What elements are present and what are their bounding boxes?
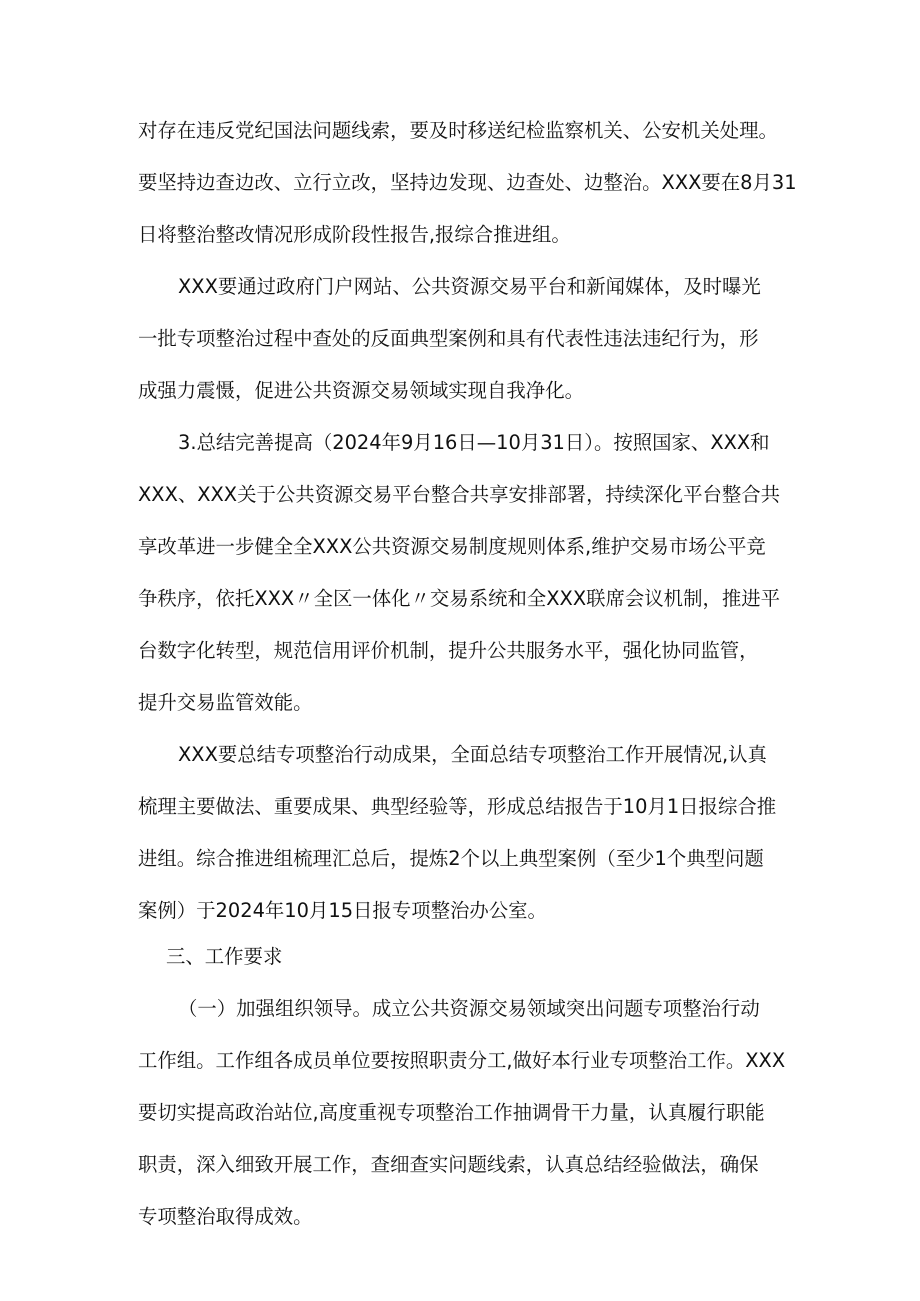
paragraph-first-line: XXX要总结专项整治行动成果，全面总结专项整治工作开展情况,认真 bbox=[178, 743, 767, 766]
text-line: 日将整治整改情况形成阶段性报告,报综合推进组。 bbox=[138, 223, 571, 246]
text-line: 专项整治取得成效。 bbox=[138, 1205, 313, 1228]
text-line: 台数字化转型，规范信用评价机制，提升公共服务水平，强化协同监管， bbox=[138, 639, 759, 662]
text-line: 案例）于2024年10月15日报专项整治办公室。 bbox=[138, 899, 547, 922]
text-line: 进组。综合推进组梳理汇总后，提炼2个以上典型案例（至少1个典型问题 bbox=[138, 847, 764, 870]
text-line: 梳理主要做法、重要成果、典型经验等，形成总结报告于10月1日报综合推 bbox=[138, 795, 777, 818]
text-line: 要坚持边查边改、立行立改，坚持边发现、边查处、边整治。XXX要在8月31 bbox=[138, 171, 797, 194]
paragraph-first-line: XXX要通过政府门户网站、公共资源交易平台和新闻媒体，及时曝光 bbox=[178, 275, 761, 298]
text-line: 争秩序，依托XXX〃全区一体化〃交易系统和全XXX联席会议机制，推进平 bbox=[138, 587, 781, 610]
text-line: 一批专项整治过程中查处的反面典型案例和具有代表性违法违纪行为，形 bbox=[138, 327, 759, 350]
text-line: 职责，深入细致开展工作，查细查实问题线索，认真总结经验做法，确保 bbox=[138, 1153, 759, 1176]
section-heading: 三、工作要求 bbox=[166, 945, 283, 968]
text-line: 成强力震慑，促进公共资源交易领域实现自我净化。 bbox=[138, 379, 584, 402]
text-line: 要切实提高政治站位,高度重视专项整治工作抽调骨干力量，认真履行职能 bbox=[138, 1101, 765, 1124]
text-line: 提升交易监管效能。 bbox=[138, 691, 313, 714]
text-line: 工作组。工作组各成员单位要按照职责分工,做好本行业专项整治工作。XXX bbox=[138, 1049, 786, 1072]
text-line: 对存在违反党纪国法问题线索，要及时移送纪检监察机关、公安机关处理。 bbox=[138, 119, 778, 142]
text-line: XXX、XXX关于公共资源交易平台整合共享安排部署，持续深化平台整合共 bbox=[138, 483, 781, 506]
text-line: 享改革进一步健全全XXX公共资源交易制度规则体系,维护交易市场公平竞 bbox=[138, 535, 766, 558]
section-3-heading-line: 3.总结完善提高（2024年9月16日—10月31日）。按照国家、XXX和 bbox=[178, 431, 770, 454]
subsection-heading-line: （一）加强组织领导。成立公共资源交易领域突出问题专项整治行动 bbox=[178, 997, 760, 1020]
